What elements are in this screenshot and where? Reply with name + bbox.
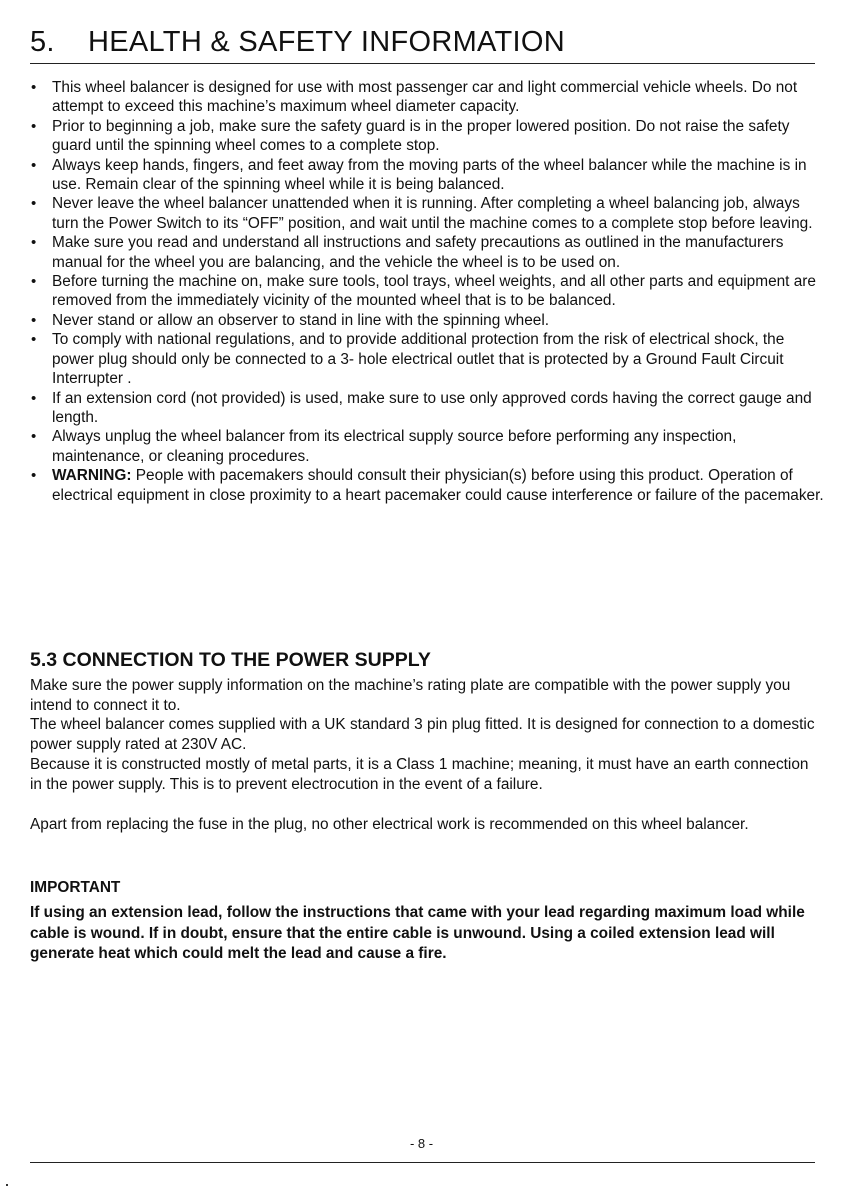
bullet-dot-icon: • — [31, 79, 37, 96]
bullet-text: This wheel balancer is designed for use with most passenger car and light commercial vehicle wheels. Do not attempt to exceed this machine’s maximum wheel diameter capacity. — [52, 79, 798, 116]
footer-divider — [30, 1162, 815, 1163]
bullet-item — [30, 389, 825, 428]
power-paragraph: Make sure the power supply information on the machine’s rating plate are compatible with the power supply you intend to connect it to. — [30, 677, 791, 714]
bullet-text: Always unplug the wheel balancer from its electrical supply source before performing any inspection, maintenance, or cleaning procedures. — [52, 428, 737, 465]
bullet-dot-icon: • — [31, 117, 37, 135]
bullet-text: Never stand or allow an observer to stand in line with the spinning wheel. — [52, 311, 550, 329]
bullet-item — [30, 233, 825, 272]
section-title: HEALTH & SAFETY INFORMATION — [88, 26, 565, 58]
title-divider — [30, 63, 815, 64]
page-title — [30, 22, 565, 62]
bullet-dot-icon: • — [31, 311, 37, 329]
bullet-dot-icon: • — [31, 273, 37, 291]
bullet-text: Always keep hands, fingers, and feet away from the moving parts of the wheel balancer while the machine is in use. Remain clear of the spinning wheel while it is being balanced. — [52, 156, 807, 194]
bullet-item — [30, 117, 825, 156]
power-paragraph: Apart from replacing the fuse in the plug, no other electrical work is recommended on this wheel balancer. — [30, 816, 749, 833]
bullet-item — [30, 194, 825, 233]
bullet-dot-icon: • — [31, 467, 37, 485]
safety-bullet-list — [30, 78, 825, 505]
warning-label: WARNING: — [52, 467, 132, 485]
bullet-dot-icon: • — [31, 234, 37, 252]
bullet-dot-icon: • — [31, 428, 37, 446]
bullet-text: To comply with national regulations, and to provide additional protection from the risk of electrical shock, the power plug should only be connected to a 3- hole electrical outlet that is protected by a Ground Fault Circuit Interrupter . — [52, 331, 785, 388]
bullet-item — [30, 330, 825, 388]
bullet-dot-icon: • — [31, 195, 37, 213]
bullet-dot-icon: • — [31, 389, 37, 407]
bullet-item — [30, 311, 825, 330]
bullet-text: Never leave the wheel balancer unattended when it is running. After completing a wheel balancing job, always turn the Power Switch to its “OFF” position, and wait until the machine comes to a complete stop before leaving. — [52, 195, 813, 232]
bullet-item — [30, 427, 825, 466]
page-number: - 8 - — [409, 1136, 434, 1151]
bullet-text: Make sure you read and understand all instructions and safety precautions as outlined in the manufacturers manual for the wheel you are balancing, and the vehicle the wheel is to be used on. — [52, 234, 784, 271]
important-label: IMPORTANT — [30, 879, 121, 896]
bullet-item — [30, 156, 825, 195]
bullet-item — [30, 78, 825, 117]
bullet-text: People with pacemakers should consult their physician(s) before using this product. Operation of electrical equipment in close proximity to a heart pacemaker could cause interference or failure of the pacemaker. — [52, 467, 824, 504]
corner-mark — [6, 1184, 8, 1186]
power-paragraph: Because it is constructed mostly of metal parts, it is a Class 1 machine; meaning, it must have an earth connection in the power supply. This is to prevent electrocution in the event of a failure. — [30, 756, 809, 793]
bullet-item-warning — [30, 466, 825, 505]
section-number: 5. — [30, 26, 55, 58]
power-paragraph: The wheel balancer comes supplied with a UK standard 3 pin plug fitted. It is designed for connection to a domestic power supply rated at 230V AC. — [30, 716, 815, 753]
bullet-text: Prior to beginning a job, make sure the safety guard is in the proper lowered position. Do not raise the safety guard until the spinning wheel comes to a complete stop. — [52, 117, 790, 155]
bullet-dot-icon: • — [31, 331, 37, 349]
bullet-dot-icon: • — [31, 156, 37, 174]
power-section-title: 5.3 CONNECTION TO THE POWER SUPPLY — [30, 649, 431, 671]
bullet-text: Before turning the machine on, make sure tools, tool trays, wheel weights, and all other parts and equipment are removed from the immediately vicinity of the mounted wheel that is to be balanced. — [52, 273, 816, 310]
important-text: If using an extension lead, follow the instructions that came with your lead regarding maximum load while cable is wound. If in doubt, ensure that the entire cable is unwound. Using a coiled extension lead will generate heat which could melt the lead and cause a fire. — [30, 904, 805, 962]
bullet-item — [30, 272, 825, 311]
bullet-text: If an extension cord (not provided) is used, make sure to use only approved cords having the correct gauge and length. — [52, 389, 812, 426]
